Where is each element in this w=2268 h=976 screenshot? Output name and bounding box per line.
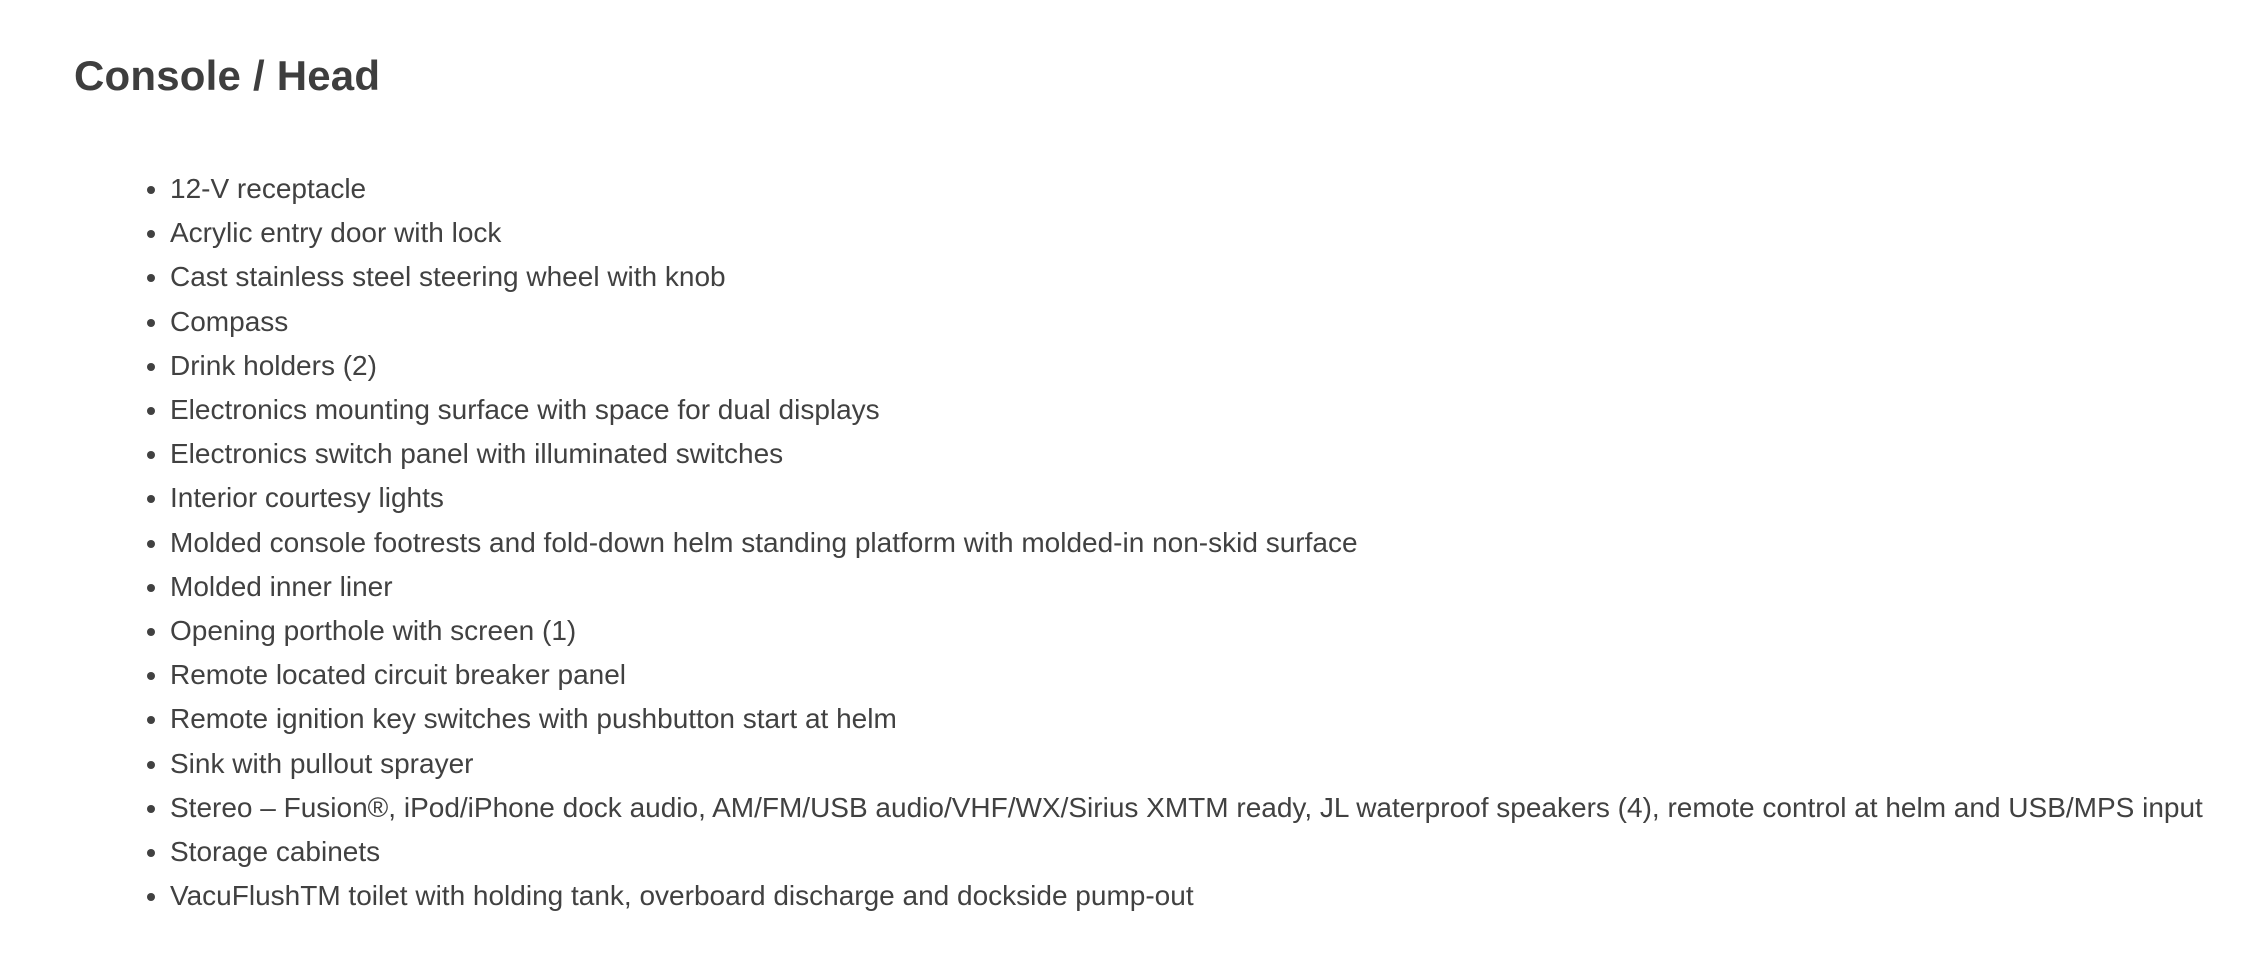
feature-list-item: • Compass [170, 300, 2203, 344]
page-title: Console / Head [74, 52, 381, 99]
feature-list-item: • Acrylic entry door with lock [170, 211, 2203, 255]
feature-list-item: • Remote located circuit breaker panel [170, 653, 2203, 697]
feature-list-item: • Interior courtesy lights [170, 476, 2203, 520]
feature-list-item: • Storage cabinets [170, 830, 2203, 874]
feature-list-item: • Cast stainless steel steering wheel with knob [170, 255, 2203, 299]
feature-list-item: • Drink holders (2) [170, 344, 2203, 388]
feature-list-item: • Stereo – Fusion®, iPod/iPhone dock audio, AM/FM/USB audio/VHF/WX/Sirius XMTM ready, JL waterproof speakers (4), remote control at helm and USB/MPS input [170, 786, 2203, 830]
features-list [0, 167, 2203, 918]
feature-list-item: • VacuFlushTM toilet with holding tank, overboard discharge and dockside pump-out [170, 874, 2203, 918]
feature-list-item: • Opening porthole with screen (1) [170, 609, 2203, 653]
feature-list-item: • Electronics switch panel with illuminated switches [170, 432, 2203, 476]
feature-list-item: • Sink with pullout sprayer [170, 742, 2203, 786]
feature-list-item: • Molded console footrests and fold-down helm standing platform with molded-in non-skid surface [170, 521, 2203, 565]
feature-list-item: • Electronics mounting surface with space for dual displays [170, 388, 2203, 432]
feature-list-item: • Molded inner liner [170, 565, 2203, 609]
feature-list-item: • Remote ignition key switches with pushbutton start at helm [170, 697, 2203, 741]
feature-list-item: • 12-V receptacle [170, 167, 2203, 211]
